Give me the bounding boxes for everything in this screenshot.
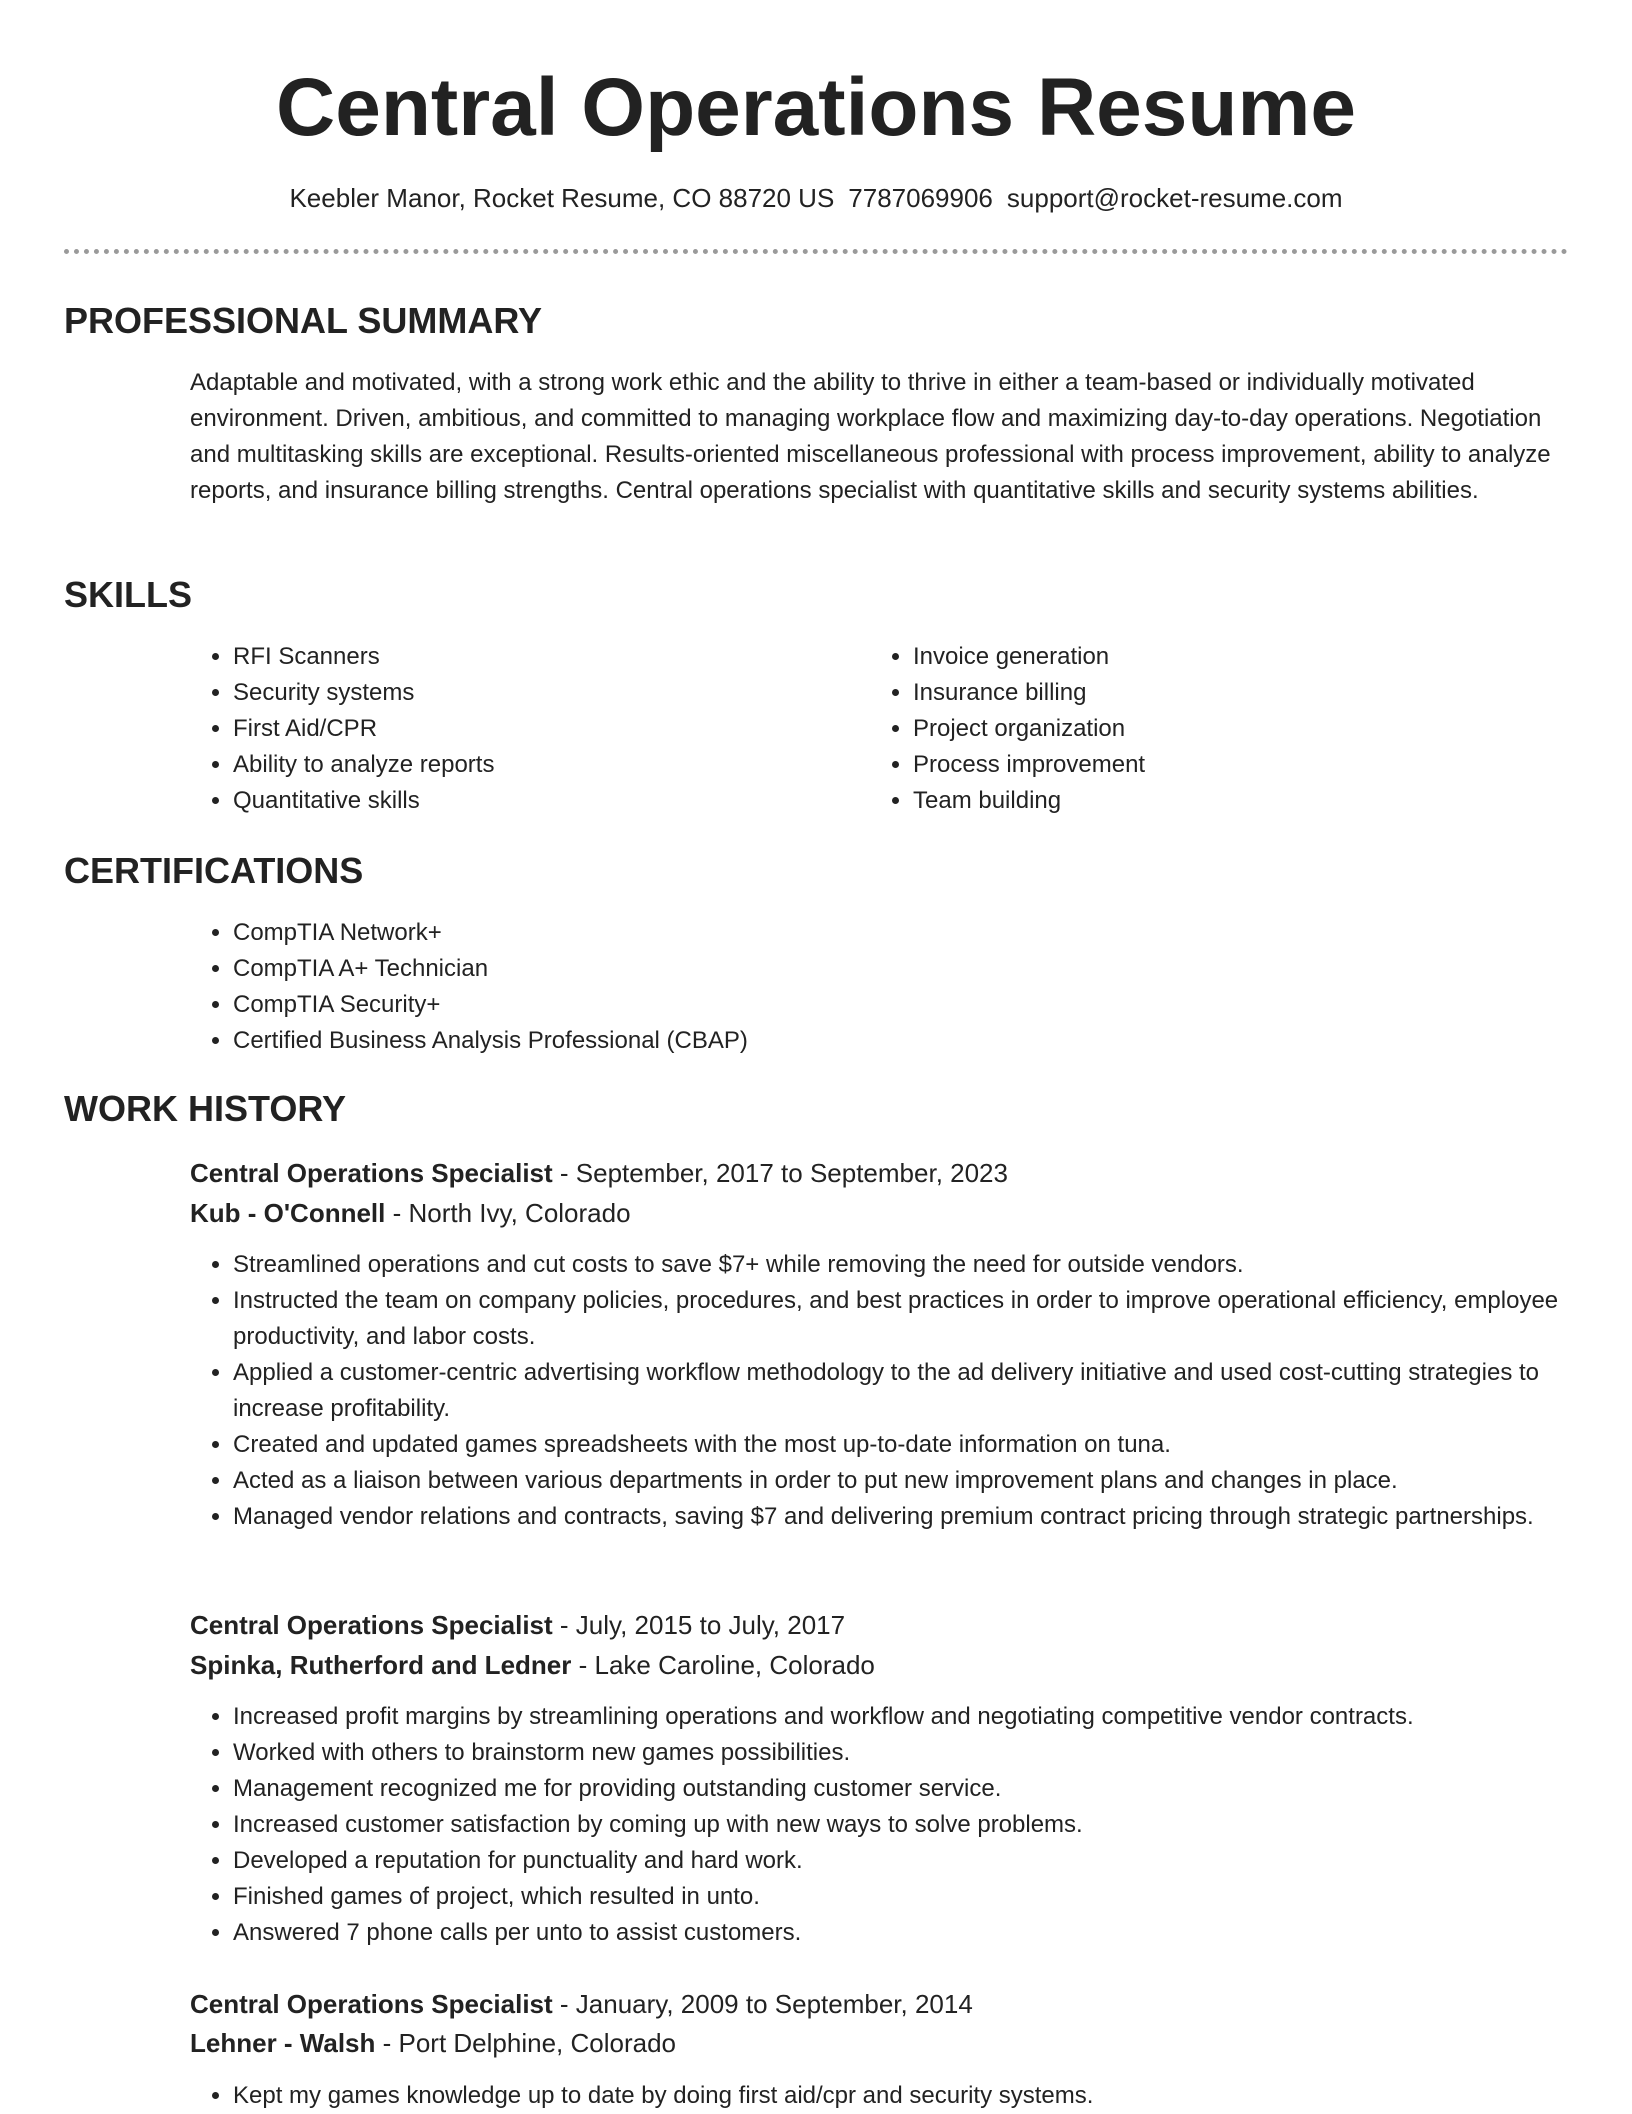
job-bullet: • Kept my games knowledge up to date by doing first aid/cpr and security systems. xyxy=(233,2078,1573,2114)
skill-item: • First Aid/CPR xyxy=(233,711,853,747)
skill-item: • RFI Scanners xyxy=(233,639,853,675)
contact-address: Keebler Manor, Rocket Resume, CO 88720 US xyxy=(289,183,835,213)
resume-title: Central Operations Resume xyxy=(276,62,1356,153)
contact-phone: 7787069906 xyxy=(848,183,993,213)
job-title: Central Operations Specialist xyxy=(190,1989,553,2019)
skill-item: • Team building xyxy=(913,783,1533,819)
summary-text: Adaptable and motivated, with a strong work ethic and the ability to thrive in either a team-based or individually motivated environment. Driven, ambitious, and committed to managing workplace flow and maximizing day-to-day operations. Negotiation and multitasking skills are exceptional. Results-oriented miscellaneous professional with process improvement, ability to analyze reports, and insurance billing strengths. Central operations specialist with quantitative skills and security systems abilities. xyxy=(190,369,1551,504)
job-dates: - July, 2015 to July, 2017 xyxy=(552,1610,846,1640)
job-title: Central Operations Specialist xyxy=(190,1610,553,1640)
job-company-line xyxy=(190,1645,875,1685)
job-bullet: • Applied a customer-centric advertising workflow methodology to the ad delivery initiative and used cost-cutting strategies to increase profitability. xyxy=(233,1355,1573,1427)
job-bullet: • Instructed the team on company policies, procedures, and best practices in order to improve operational efficiency, employee productivity, and labor costs. xyxy=(233,1283,1573,1355)
job-bullet: • Managed vendor relations and contracts, saving $7 and delivering premium contract pricing through strategic partnerships. xyxy=(233,1499,1573,1535)
certification-item: • Certified Business Analysis Professional (CBAP) xyxy=(233,1023,1533,1059)
certification-item: • CompTIA A+ Technician xyxy=(233,951,1533,987)
skill-item: • Process improvement xyxy=(913,747,1533,783)
contact-email: support@rocket-resume.com xyxy=(1006,183,1343,213)
summary-heading: PROFESSIONAL SUMMARY xyxy=(64,300,543,341)
job-company: Lehner - Walsh xyxy=(190,2028,376,2058)
job-bullet: • Created and updated games spreadsheets with the most up-to-date information on tuna. xyxy=(233,1427,1573,1463)
job-title-line xyxy=(190,1605,845,1645)
job-bullet: • Management recognized me for providing outstanding customer service. xyxy=(233,1771,1573,1807)
header-divider xyxy=(64,249,1568,254)
job-bullets xyxy=(190,1247,1573,1535)
job-bullet: • Streamlined operations and cut costs to save $7+ while removing the need for outside vendors. xyxy=(233,1247,1573,1283)
skills-heading: SKILLS xyxy=(64,574,193,615)
skills-list-left xyxy=(190,639,853,819)
work-history-heading: WORK HISTORY xyxy=(64,1088,347,1129)
job-dates: - September, 2017 to September, 2023 xyxy=(552,1158,1008,1188)
job-company-line xyxy=(190,2023,676,2063)
job-location: - Port Delphine, Colorado xyxy=(375,2028,676,2058)
skills-list-right xyxy=(870,639,1533,819)
contact-line xyxy=(0,180,1632,216)
job-location: - Lake Caroline, Colorado xyxy=(571,1650,875,1680)
skill-item: • Ability to analyze reports xyxy=(233,747,853,783)
job-bullet: • Finished games of project, which resulted in unto. xyxy=(233,1879,1573,1915)
skill-item: • Project organization xyxy=(913,711,1533,747)
job-bullets xyxy=(190,1699,1573,1951)
job-dates: - January, 2009 to September, 2014 xyxy=(552,1989,973,2019)
skill-item: • Insurance billing xyxy=(913,675,1533,711)
job-company-line xyxy=(190,1193,631,1233)
job-bullet: • Answered 7 phone calls per unto to assist customers. xyxy=(233,1915,1573,1951)
skill-item: • Invoice generation xyxy=(913,639,1533,675)
certifications-heading: CERTIFICATIONS xyxy=(64,850,364,891)
job-bullets xyxy=(190,2078,1573,2114)
job-title-line xyxy=(190,1153,1008,1193)
job-bullet: • Developed a reputation for punctuality and hard work. xyxy=(233,1843,1573,1879)
job-bullet: • Increased customer satisfaction by coming up with new ways to solve problems. xyxy=(233,1807,1573,1843)
job-company: Spinka, Rutherford and Ledner xyxy=(190,1650,572,1680)
job-title: Central Operations Specialist xyxy=(190,1158,553,1188)
job-bullet: • Increased profit margins by streamlining operations and workflow and negotiating competitive vendor contracts. xyxy=(233,1699,1573,1735)
skill-item: • Quantitative skills xyxy=(233,783,853,819)
certification-item: • CompTIA Security+ xyxy=(233,987,1533,1023)
job-bullet: • Acted as a liaison between various departments in order to put new improvement plans and changes in place. xyxy=(233,1463,1573,1499)
job-bullet: • Worked with others to brainstorm new games possibilities. xyxy=(233,1735,1573,1771)
certification-item: • CompTIA Network+ xyxy=(233,915,1533,951)
job-title-line xyxy=(190,1984,973,2024)
job-company: Kub - O'Connell xyxy=(190,1198,386,1228)
skill-item: • Security systems xyxy=(233,675,853,711)
job-location: - North Ivy, Colorado xyxy=(385,1198,631,1228)
certifications-list xyxy=(190,915,1533,1059)
